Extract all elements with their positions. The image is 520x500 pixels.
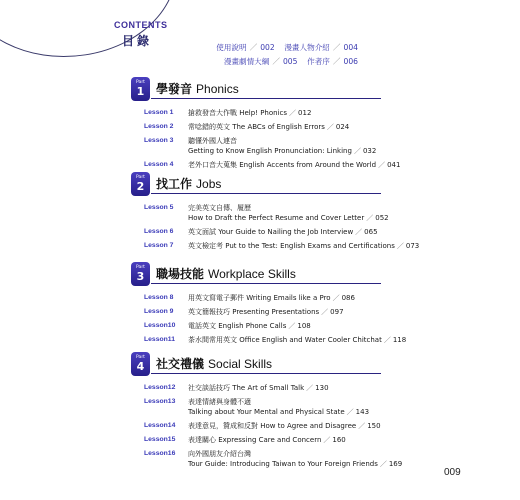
- part-title-zh: 職場技能: [156, 267, 205, 281]
- part-badge-word: Part: [136, 265, 145, 270]
- lesson-title: [188, 335, 406, 345]
- slash: ／: [272, 57, 280, 66]
- lesson-title: [188, 227, 419, 237]
- part-section: [131, 352, 402, 473]
- lesson-title: [188, 421, 402, 431]
- lesson-title: [188, 136, 400, 146]
- lesson-title-line: 英文檢定考 Put to the Test: English Exams and Certifications: [188, 242, 395, 250]
- lesson-title-line: 老外口音大蒐集 English Accents from Around the World: [188, 161, 377, 169]
- contents-heading-zh: 目錄: [122, 34, 153, 48]
- lesson-entry: [131, 293, 406, 303]
- lesson-title-line: Talking about Your Mental and Physical State: [188, 408, 345, 416]
- part-number: 3: [136, 270, 145, 283]
- front-matter-title: 漫畫人物介紹: [284, 43, 330, 52]
- lesson-title: [188, 203, 419, 213]
- part-badge-word: Part: [136, 355, 145, 360]
- part-title: [156, 175, 221, 192]
- part-title-zh: 社交禮儀: [156, 357, 205, 371]
- part-header: [131, 352, 402, 376]
- front-matter-title: 漫畫劇情大綱: [223, 57, 270, 66]
- part-section: [131, 77, 400, 174]
- part-section: [131, 262, 406, 349]
- part-title: [156, 80, 239, 97]
- lesson-number: Lesson13: [144, 398, 176, 405]
- slash: ／: [289, 109, 297, 117]
- part-divider: [151, 373, 381, 374]
- lesson-title: [188, 146, 400, 156]
- slash: ／: [323, 436, 331, 444]
- lesson-title-line: 常唸錯的英文 The ABCs of English Errors: [188, 123, 325, 131]
- lesson-page: 160: [332, 436, 346, 444]
- part-badge-word: Part: [136, 80, 145, 85]
- lesson-page: 097: [330, 308, 344, 316]
- slash: ／: [355, 228, 363, 236]
- lesson-number: Lesson15: [144, 436, 176, 443]
- front-matter-title: 使用說明: [216, 43, 247, 52]
- slash: ／: [321, 308, 329, 316]
- lesson-title-line: 電話英文 English Phone Calls: [188, 322, 287, 330]
- part-section: [131, 172, 419, 255]
- lesson-title: [188, 435, 402, 445]
- front-matter-page: 004: [343, 43, 358, 52]
- lesson-page: 041: [387, 161, 401, 169]
- lesson-number: Lesson 9: [144, 308, 174, 315]
- lesson-page: 065: [364, 228, 378, 236]
- part-header: [131, 172, 419, 196]
- lesson-entry: [131, 449, 402, 469]
- slash: ／: [306, 384, 314, 392]
- lesson-entry: [131, 160, 400, 170]
- lesson-page: 108: [297, 322, 311, 330]
- lesson-entry: [131, 435, 402, 445]
- part-title-en: Workplace Skills: [208, 267, 296, 281]
- lesson-number: Lesson12: [144, 384, 176, 391]
- lesson-page: 143: [355, 408, 370, 416]
- lesson-entry: [131, 335, 406, 345]
- lesson-title-line: 用英文寫電子郵件 Writing Emails like a Pro: [188, 294, 331, 302]
- lesson-title-line: Getting to Know English Pronunciation: Linking: [188, 147, 352, 155]
- lesson-title-line: 聽懂外國人連音: [188, 137, 237, 145]
- lesson-page: 118: [392, 336, 407, 344]
- lesson-number: Lesson 7: [144, 242, 174, 249]
- lesson-page: 052: [375, 214, 389, 222]
- part-number: 2: [136, 180, 145, 193]
- lesson-list: [131, 203, 419, 251]
- lesson-title: [188, 449, 402, 459]
- lesson-number: Lesson 6: [144, 228, 174, 235]
- part-badge: [131, 352, 150, 376]
- part-number: 4: [136, 360, 145, 373]
- lesson-title-line: 社交談話技巧 The Art of Small Talk: [188, 384, 305, 392]
- lesson-number: Lesson14: [144, 422, 176, 429]
- slash: ／: [346, 408, 354, 416]
- lesson-entry: [131, 321, 406, 331]
- lesson-title-line: 向外國朋友介紹台灣: [188, 450, 251, 458]
- lesson-title: [188, 407, 402, 417]
- lesson-title-line: How to Draft the Perfect Resume and Cover Letter: [188, 214, 365, 222]
- front-matter-page: 002: [260, 43, 275, 52]
- lesson-title-line: 英文面試 Your Guide to Nailing the Job Interview: [188, 228, 354, 236]
- lesson-title: [188, 213, 419, 223]
- lesson-number: Lesson 1: [144, 109, 174, 116]
- slash: ／: [353, 147, 361, 155]
- lesson-list: [131, 108, 400, 170]
- part-title: [156, 355, 272, 372]
- slash: ／: [332, 43, 341, 52]
- part-title-en: Social Skills: [208, 357, 273, 371]
- part-divider: [151, 98, 381, 99]
- lesson-page: 150: [367, 422, 381, 430]
- slash: ／: [366, 214, 374, 222]
- lesson-list: [131, 293, 406, 345]
- lesson-entry: [131, 108, 400, 118]
- lesson-entry: [131, 307, 406, 317]
- part-badge: [131, 172, 150, 196]
- slash: ／: [332, 57, 341, 66]
- contents-heading-en: CONTENTS: [114, 20, 168, 30]
- lesson-page: 130: [315, 384, 329, 392]
- part-divider: [151, 193, 381, 194]
- slash: ／: [396, 242, 404, 250]
- lesson-number: Lesson 5: [144, 204, 174, 211]
- lesson-page: 012: [298, 109, 312, 117]
- lesson-page: 086: [341, 294, 355, 302]
- front-matter-page: 005: [282, 57, 298, 66]
- part-title-zh: 學發音: [156, 82, 193, 96]
- part-header: [131, 262, 406, 286]
- lesson-title: [188, 307, 406, 317]
- lesson-number: Lesson16: [144, 450, 176, 457]
- slash: ／: [379, 460, 387, 468]
- lesson-page: 032: [362, 147, 377, 155]
- lesson-title: [188, 321, 406, 331]
- lesson-title: [188, 241, 419, 251]
- front-matter-page: 006: [343, 57, 358, 66]
- lesson-entry: [131, 136, 400, 156]
- slash: ／: [358, 422, 366, 430]
- front-matter-row-2: [224, 56, 358, 67]
- lesson-title: [188, 397, 402, 407]
- page-number: 009: [444, 467, 461, 478]
- lesson-page: 169: [388, 460, 403, 468]
- part-badge: [131, 77, 150, 101]
- lesson-entry: [131, 383, 402, 393]
- part-title-en: Jobs: [196, 177, 222, 191]
- part-badge-word: Part: [136, 175, 145, 180]
- slash: ／: [383, 336, 391, 344]
- front-matter-title: 作者序: [307, 57, 330, 66]
- lesson-title-line: 完美英文自傳、履歷: [188, 204, 251, 212]
- part-badge: [131, 262, 150, 286]
- lesson-entry: [131, 241, 419, 251]
- part-title-zh: 找工作: [156, 177, 193, 191]
- part-header: [131, 77, 400, 101]
- slash: ／: [249, 43, 258, 52]
- part-title-en: Phonics: [196, 82, 239, 96]
- lesson-title: [188, 383, 402, 393]
- lesson-entry: [131, 122, 400, 132]
- lesson-title-line: 表達意見，贊成和反對 How to Agree and Disagree: [188, 422, 357, 430]
- lesson-number: Lesson 8: [144, 294, 174, 301]
- slash: ／: [332, 294, 340, 302]
- slash: ／: [378, 161, 386, 169]
- lesson-number: Lesson11: [144, 336, 175, 343]
- lesson-number: Lesson10: [144, 322, 176, 329]
- front-matter-row-1: [216, 42, 358, 53]
- lesson-title-line: 英文簡報技巧 Presenting Presentations: [188, 308, 320, 316]
- lesson-page: 024: [335, 123, 350, 131]
- lesson-title: [188, 108, 400, 118]
- part-title: [156, 265, 296, 282]
- lesson-entry: [131, 227, 419, 237]
- lesson-title-line: 表達關心 Expressing Care and Concern: [188, 436, 322, 444]
- lesson-title-line: 茶水間常用英文 Office English and Water Cooler Chitchat: [188, 336, 382, 344]
- lesson-page: 073: [405, 242, 420, 250]
- lesson-title-line: 表達情緒與身體不適: [188, 398, 251, 406]
- lesson-entry: [131, 421, 402, 431]
- lesson-title-line: 搶救發音大作戰 Help! Phonics: [188, 109, 288, 117]
- lesson-title: [188, 122, 400, 132]
- lesson-number: Lesson 2: [144, 123, 174, 130]
- lesson-title-line: Tour Guide: Introducing Taiwan to Your Foreign Friends: [188, 460, 378, 468]
- lesson-title: [188, 160, 400, 170]
- lesson-list: [131, 383, 402, 469]
- lesson-title: [188, 459, 402, 469]
- slash: ／: [288, 322, 296, 330]
- lesson-entry: [131, 203, 419, 223]
- lesson-number: Lesson 3: [144, 137, 174, 144]
- lesson-number: Lesson 4: [144, 161, 174, 168]
- slash: ／: [326, 123, 334, 131]
- lesson-entry: [131, 397, 402, 417]
- part-divider: [151, 283, 381, 284]
- part-number: 1: [136, 85, 145, 98]
- lesson-title: [188, 293, 406, 303]
